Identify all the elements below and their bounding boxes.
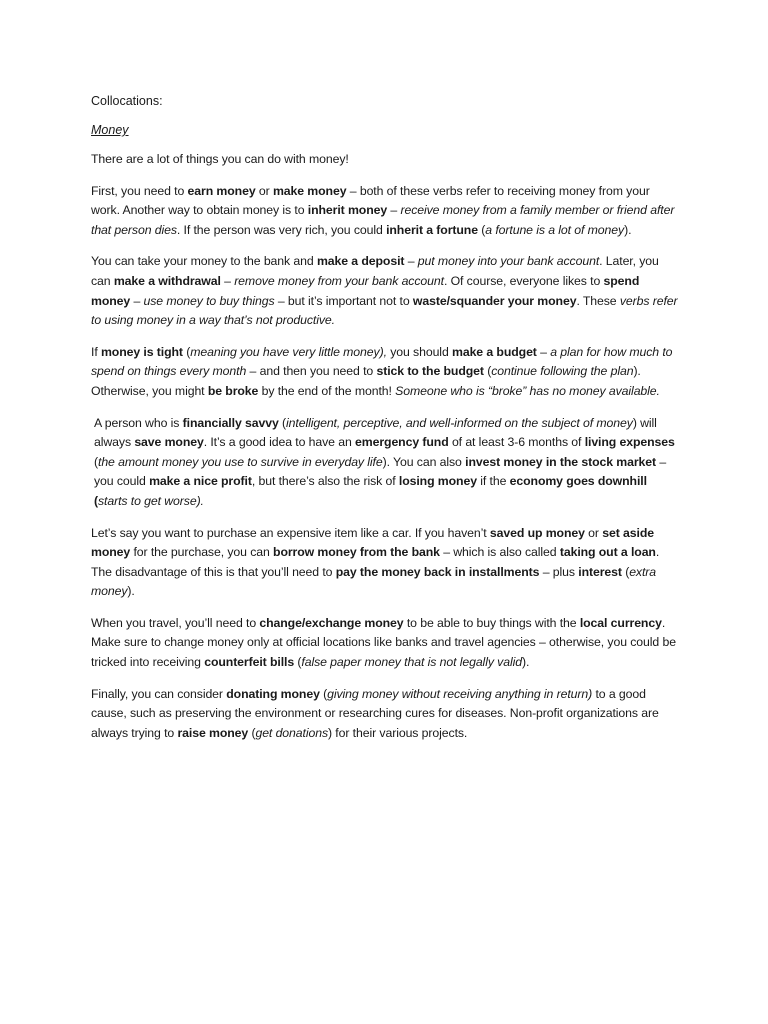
body-text: ). xyxy=(624,222,632,237)
body-text: ( xyxy=(182,344,191,359)
document-title: Collocations: xyxy=(91,94,163,108)
definition-text: intelligent, perceptive, and well-informed on the subject of money xyxy=(286,415,633,430)
definition-text: the amount money you use to survive in everyday life xyxy=(98,454,383,469)
collocation-term: economy goes downhill xyxy=(509,474,647,489)
paragraph xyxy=(91,343,681,402)
body-text: – xyxy=(387,203,401,218)
body-text: . Of course, everyone likes to xyxy=(443,273,604,288)
definition-text: false paper money that is not legally valid xyxy=(301,655,522,670)
body-text: ). Otherwise, you might xyxy=(91,364,641,398)
paragraph xyxy=(91,524,681,602)
collocation-term: inherit money xyxy=(307,203,388,218)
collocation-term: stick to the budget xyxy=(376,364,484,379)
paragraph xyxy=(91,182,681,241)
collocation-term: losing money xyxy=(398,474,477,489)
body-text: ( xyxy=(294,655,302,670)
collocation-term: counterfeit bills xyxy=(204,655,295,670)
body-text: ( xyxy=(477,222,486,237)
body-text: Finally, you can consider xyxy=(91,686,227,701)
collocation-term: saved up money xyxy=(489,525,585,540)
body-text: ) will always xyxy=(94,415,657,450)
body-text: . Make sure to change money only at official locations like banks and travel agencies – otherwise, you could be tricked into receiving xyxy=(91,615,676,670)
paragraph xyxy=(91,252,681,330)
collocation-term: ( xyxy=(94,493,98,508)
body-text: – but it’s important not to xyxy=(274,293,413,308)
collocation-term: taking out a loan xyxy=(559,545,656,560)
definition-text: giving money without receiving anything in return) xyxy=(327,686,593,701)
collocation-term: emergency fund xyxy=(355,435,449,450)
body-text: When you travel, you’ll need to xyxy=(91,615,260,630)
collocation-term: change/exchange money xyxy=(259,615,404,630)
collocation-term: spend money xyxy=(91,273,640,308)
body-text: ). You can also xyxy=(382,454,466,469)
collocation-term: inherit a fortune xyxy=(386,222,478,237)
body-text: – xyxy=(404,254,418,269)
body-text: – and then you need to xyxy=(246,364,377,379)
definition-text: receive money from a family member or friend after that person dies xyxy=(91,203,675,237)
body-text: Let’s say you want to purchase an expensive item like a car. If you haven’t xyxy=(91,525,490,540)
body-text: ( xyxy=(94,454,98,469)
body-text: or xyxy=(584,525,603,540)
definition-text: Someone who is “broke” has no money available. xyxy=(395,383,660,398)
definition-text: a fortune is a lot of money xyxy=(485,222,625,237)
paragraph xyxy=(91,150,681,170)
paragraph xyxy=(91,685,681,744)
body-text: ( xyxy=(278,415,287,430)
collocation-term: local currency xyxy=(579,615,662,630)
body-text: . If the person was very rich, you could xyxy=(176,222,387,237)
body-text: – which is also called xyxy=(439,545,560,560)
document-page xyxy=(91,92,681,755)
collocation-term: financially savvy xyxy=(182,415,279,430)
collocation-term: invest money in the stock market xyxy=(465,454,657,469)
body-text: A person who is xyxy=(94,415,183,430)
collocation-term: make a deposit xyxy=(316,254,405,269)
body-text: ). xyxy=(521,655,530,670)
body-text: of at least 3-6 months of xyxy=(448,435,585,450)
collocation-term: borrow money from the bank xyxy=(273,545,440,560)
collocation-term: earn money xyxy=(187,183,256,198)
collocation-term: donating money xyxy=(226,686,320,701)
body-text: . These xyxy=(576,293,620,308)
collocation-term: make a budget xyxy=(452,344,537,359)
body-text: for the purchase, you can xyxy=(130,545,274,560)
body-text: – plus xyxy=(539,564,579,579)
body-text: – both of these verbs refer to receiving money from your work. Another way to obtain money is to xyxy=(91,183,650,218)
body-text: or xyxy=(255,183,273,198)
body-text: to a good cause, such as preserving the environment or researching cures for diseases. Non-profit organizations are always trying to xyxy=(91,686,659,740)
body-text: by the end of the month! xyxy=(258,383,396,398)
definition-text: meaning you have very little money), xyxy=(190,344,391,359)
collocation-term: make a nice profit xyxy=(149,474,252,489)
definition-text: verbs refer to using money in a way that’s not productive. xyxy=(91,293,678,328)
body-text: , but there’s also the risk of xyxy=(251,474,399,489)
definition-text: starts to get worse). xyxy=(98,493,204,508)
collocation-term: money is tight xyxy=(100,344,183,359)
definition-text: continue following the plan xyxy=(491,364,634,379)
body-text: ). xyxy=(127,584,135,599)
definition-text: extra money xyxy=(91,564,657,599)
definition-text: remove money from your bank account xyxy=(234,273,444,288)
collocation-term: pay the money back in installments xyxy=(335,564,540,579)
body-text: There are a lot of things you can do with money! xyxy=(91,152,349,166)
definition-text: get donations xyxy=(255,725,328,740)
collocation-term: make a withdrawal xyxy=(113,273,221,288)
body-text: – xyxy=(536,344,551,359)
body-text: – you could xyxy=(94,454,667,489)
collocation-term: waste/squander your money xyxy=(412,293,577,308)
collocation-term: living expenses xyxy=(584,435,675,450)
collocation-term: set aside money xyxy=(91,525,654,560)
paragraph xyxy=(91,414,681,512)
body-text: – xyxy=(220,273,235,288)
body-text: . The disadvantage of this is that you’ll need to xyxy=(91,545,660,579)
body-text: – xyxy=(130,293,144,308)
body-text: you should xyxy=(390,344,452,359)
body-text: ( xyxy=(483,364,492,379)
definition-text: a plan for how much to spend on things every month xyxy=(91,344,673,379)
document-body xyxy=(91,150,681,743)
body-text: First, you need to xyxy=(91,183,188,198)
collocation-term: save money xyxy=(134,435,204,450)
collocation-term: make money xyxy=(272,183,347,198)
body-text: ( xyxy=(248,725,256,740)
document-topic: Money xyxy=(91,123,129,137)
body-text: You can take your money to the bank and xyxy=(91,254,317,269)
body-text: ( xyxy=(319,686,328,701)
body-text: If xyxy=(91,344,101,359)
collocation-term: interest xyxy=(578,564,622,579)
body-text: . Later, you can xyxy=(91,254,659,288)
definition-text: put money into your bank account xyxy=(417,254,600,269)
definition-text: use money to buy things xyxy=(143,293,275,308)
body-text: to be able to buy things with the xyxy=(403,615,580,630)
body-text: ) for their various projects. xyxy=(328,725,468,740)
body-text: if the xyxy=(476,474,510,489)
collocation-term: raise money xyxy=(177,725,249,740)
body-text: ( xyxy=(621,564,630,579)
body-text: . It’s a good idea to have an xyxy=(203,435,356,450)
collocation-term: be broke xyxy=(207,383,259,398)
paragraph xyxy=(91,614,681,673)
